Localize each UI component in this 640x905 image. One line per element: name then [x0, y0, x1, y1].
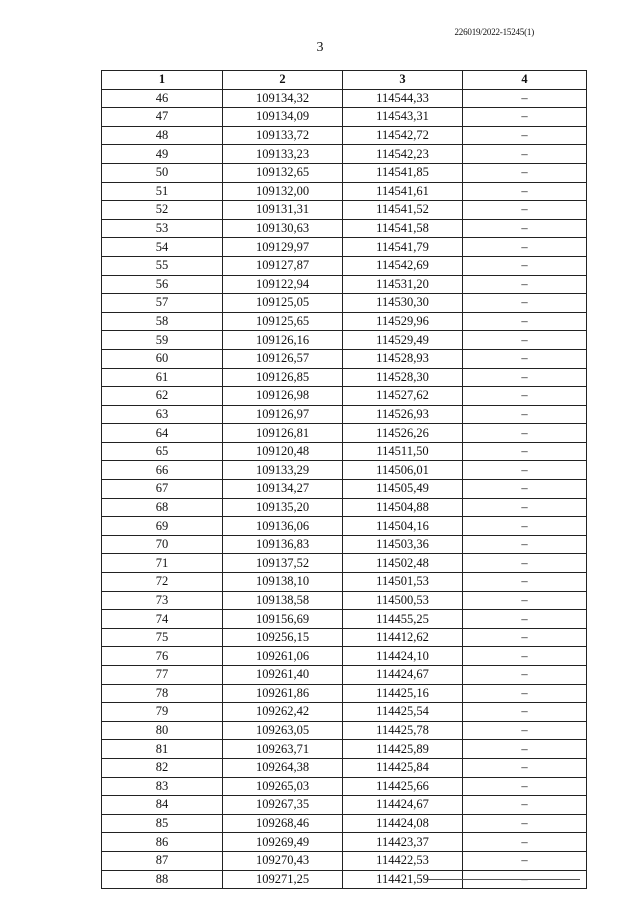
- point-number-cell: 84: [102, 796, 223, 815]
- table-row: [102, 387, 587, 406]
- table-row: [102, 405, 587, 424]
- point-number-cell: 65: [102, 442, 223, 461]
- table-row: [102, 851, 587, 870]
- x-coordinate-cell: 109134,09: [223, 108, 343, 127]
- table-row: [102, 275, 587, 294]
- x-coordinate-cell: 109262,42: [223, 703, 343, 722]
- y-coordinate-cell: 114544,33: [343, 89, 463, 108]
- table-row: [102, 219, 587, 238]
- table-row: [102, 684, 587, 703]
- note-cell: –: [463, 219, 587, 238]
- y-coordinate-cell: 114424,67: [343, 796, 463, 815]
- table-row: [102, 591, 587, 610]
- table-row: [102, 89, 587, 108]
- note-cell: –: [463, 554, 587, 573]
- point-number-cell: 78: [102, 684, 223, 703]
- table-row: [102, 108, 587, 127]
- table-row: [102, 796, 587, 815]
- point-number-cell: 53: [102, 219, 223, 238]
- point-number-cell: 87: [102, 851, 223, 870]
- table-row: [102, 703, 587, 722]
- x-coordinate-cell: 109265,03: [223, 777, 343, 796]
- point-number-cell: 46: [102, 89, 223, 108]
- note-cell: –: [463, 108, 587, 127]
- y-coordinate-cell: 114541,52: [343, 201, 463, 220]
- point-number-cell: 54: [102, 238, 223, 257]
- y-coordinate-cell: 114506,01: [343, 461, 463, 480]
- y-coordinate-cell: 114542,72: [343, 126, 463, 145]
- point-number-cell: 55: [102, 256, 223, 275]
- table-row: [102, 554, 587, 573]
- table-row: [102, 628, 587, 647]
- point-number-cell: 71: [102, 554, 223, 573]
- note-cell: –: [463, 349, 587, 368]
- note-cell: –: [463, 703, 587, 722]
- table-row: [102, 126, 587, 145]
- y-coordinate-cell: 114543,31: [343, 108, 463, 127]
- table-row: [102, 368, 587, 387]
- x-coordinate-cell: 109134,27: [223, 480, 343, 499]
- x-coordinate-cell: 109126,85: [223, 368, 343, 387]
- point-number-cell: 49: [102, 145, 223, 164]
- y-coordinate-cell: 114505,49: [343, 480, 463, 499]
- x-coordinate-cell: 109138,10: [223, 573, 343, 592]
- y-coordinate-cell: 114425,78: [343, 721, 463, 740]
- note-cell: –: [463, 89, 587, 108]
- table-row: [102, 721, 587, 740]
- y-coordinate-cell: 114503,36: [343, 535, 463, 554]
- x-coordinate-cell: 109263,05: [223, 721, 343, 740]
- y-coordinate-cell: 114425,16: [343, 684, 463, 703]
- x-coordinate-cell: 109125,65: [223, 312, 343, 331]
- table-row: [102, 256, 587, 275]
- note-cell: –: [463, 275, 587, 294]
- y-coordinate-cell: 114541,79: [343, 238, 463, 257]
- y-coordinate-cell: 114422,53: [343, 851, 463, 870]
- x-coordinate-cell: 109120,48: [223, 442, 343, 461]
- note-cell: –: [463, 331, 587, 350]
- document-id: 226019/2022-15245(1): [454, 27, 534, 37]
- note-cell: –: [463, 870, 587, 889]
- point-number-cell: 80: [102, 721, 223, 740]
- y-coordinate-cell: 114421,59: [343, 870, 463, 889]
- point-number-cell: 67: [102, 480, 223, 499]
- note-cell: –: [463, 721, 587, 740]
- x-coordinate-cell: 109126,57: [223, 349, 343, 368]
- note-cell: –: [463, 405, 587, 424]
- x-coordinate-cell: 109130,63: [223, 219, 343, 238]
- note-cell: –: [463, 126, 587, 145]
- table-row: [102, 201, 587, 220]
- x-coordinate-cell: 109132,00: [223, 182, 343, 201]
- x-coordinate-cell: 109136,83: [223, 535, 343, 554]
- x-coordinate-cell: 109133,23: [223, 145, 343, 164]
- x-coordinate-cell: 109133,72: [223, 126, 343, 145]
- table-row: [102, 145, 587, 164]
- point-number-cell: 56: [102, 275, 223, 294]
- point-number-cell: 88: [102, 870, 223, 889]
- y-coordinate-cell: 114526,26: [343, 424, 463, 443]
- point-number-cell: 64: [102, 424, 223, 443]
- x-coordinate-cell: 109269,49: [223, 833, 343, 852]
- x-coordinate-cell: 109126,97: [223, 405, 343, 424]
- y-coordinate-cell: 114526,93: [343, 405, 463, 424]
- point-number-cell: 73: [102, 591, 223, 610]
- point-number-cell: 69: [102, 517, 223, 536]
- note-cell: –: [463, 628, 587, 647]
- y-coordinate-cell: 114542,23: [343, 145, 463, 164]
- y-coordinate-cell: 114455,25: [343, 610, 463, 629]
- note-cell: –: [463, 498, 587, 517]
- table-row: [102, 535, 587, 554]
- table-row: [102, 312, 587, 331]
- point-number-cell: 47: [102, 108, 223, 127]
- point-number-cell: 82: [102, 758, 223, 777]
- note-cell: –: [463, 535, 587, 554]
- x-coordinate-cell: 109256,15: [223, 628, 343, 647]
- x-coordinate-cell: 109126,16: [223, 331, 343, 350]
- point-number-cell: 77: [102, 666, 223, 685]
- note-cell: –: [463, 591, 587, 610]
- point-number-cell: 79: [102, 703, 223, 722]
- x-coordinate-cell: 109261,86: [223, 684, 343, 703]
- point-number-cell: 70: [102, 535, 223, 554]
- x-coordinate-cell: 109126,98: [223, 387, 343, 406]
- note-cell: –: [463, 442, 587, 461]
- point-number-cell: 62: [102, 387, 223, 406]
- page-number: 3: [316, 40, 324, 55]
- table-row: [102, 349, 587, 368]
- point-number-cell: 58: [102, 312, 223, 331]
- y-coordinate-cell: 114500,53: [343, 591, 463, 610]
- x-coordinate-cell: 109134,32: [223, 89, 343, 108]
- point-number-cell: 68: [102, 498, 223, 517]
- note-cell: –: [463, 312, 587, 331]
- note-cell: –: [463, 163, 587, 182]
- y-coordinate-cell: 114529,49: [343, 331, 463, 350]
- note-cell: –: [463, 833, 587, 852]
- note-cell: –: [463, 238, 587, 257]
- note-cell: –: [463, 145, 587, 164]
- point-number-cell: 50: [102, 163, 223, 182]
- point-number-cell: 72: [102, 573, 223, 592]
- table-row: [102, 740, 587, 759]
- y-coordinate-cell: 114529,96: [343, 312, 463, 331]
- table-row: [102, 238, 587, 257]
- footer-divider: [425, 879, 580, 880]
- table-body: [102, 89, 587, 889]
- point-number-cell: 83: [102, 777, 223, 796]
- column-header: 1: [102, 71, 223, 90]
- note-cell: –: [463, 740, 587, 759]
- table-row: [102, 331, 587, 350]
- x-coordinate-cell: 109136,06: [223, 517, 343, 536]
- table-row: [102, 480, 587, 499]
- table-row: [102, 833, 587, 852]
- note-cell: –: [463, 684, 587, 703]
- note-cell: –: [463, 796, 587, 815]
- point-number-cell: 59: [102, 331, 223, 350]
- x-coordinate-cell: 109267,35: [223, 796, 343, 815]
- note-cell: –: [463, 610, 587, 629]
- y-coordinate-cell: 114424,08: [343, 814, 463, 833]
- table-row: [102, 424, 587, 443]
- y-coordinate-cell: 114511,50: [343, 442, 463, 461]
- table-row: [102, 517, 587, 536]
- point-number-cell: 74: [102, 610, 223, 629]
- x-coordinate-cell: 109122,94: [223, 275, 343, 294]
- y-coordinate-cell: 114530,30: [343, 294, 463, 313]
- table-row: [102, 163, 587, 182]
- x-coordinate-cell: 109131,31: [223, 201, 343, 220]
- x-coordinate-cell: 109268,46: [223, 814, 343, 833]
- note-cell: –: [463, 758, 587, 777]
- x-coordinate-cell: 109126,81: [223, 424, 343, 443]
- x-coordinate-cell: 109261,06: [223, 647, 343, 666]
- note-cell: –: [463, 294, 587, 313]
- note-cell: –: [463, 777, 587, 796]
- y-coordinate-cell: 114424,67: [343, 666, 463, 685]
- note-cell: –: [463, 182, 587, 201]
- table-row: [102, 182, 587, 201]
- note-cell: –: [463, 517, 587, 536]
- note-cell: –: [463, 480, 587, 499]
- point-number-cell: 57: [102, 294, 223, 313]
- point-number-cell: 76: [102, 647, 223, 666]
- x-coordinate-cell: 109270,43: [223, 851, 343, 870]
- table-row: [102, 294, 587, 313]
- table-row: [102, 814, 587, 833]
- y-coordinate-cell: 114541,61: [343, 182, 463, 201]
- table-header-row: [102, 71, 587, 90]
- y-coordinate-cell: 114528,93: [343, 349, 463, 368]
- table-row: [102, 647, 587, 666]
- note-cell: –: [463, 573, 587, 592]
- x-coordinate-cell: 109127,87: [223, 256, 343, 275]
- x-coordinate-cell: 109133,29: [223, 461, 343, 480]
- point-number-cell: 75: [102, 628, 223, 647]
- table-row: [102, 442, 587, 461]
- point-number-cell: 85: [102, 814, 223, 833]
- note-cell: –: [463, 851, 587, 870]
- x-coordinate-cell: 109156,69: [223, 610, 343, 629]
- note-cell: –: [463, 647, 587, 666]
- table-row: [102, 461, 587, 480]
- x-coordinate-cell: 109129,97: [223, 238, 343, 257]
- note-cell: –: [463, 424, 587, 443]
- point-number-cell: 52: [102, 201, 223, 220]
- y-coordinate-cell: 114425,84: [343, 758, 463, 777]
- column-header: 4: [463, 71, 587, 90]
- coordinates-table: [101, 70, 587, 889]
- y-coordinate-cell: 114531,20: [343, 275, 463, 294]
- point-number-cell: 81: [102, 740, 223, 759]
- x-coordinate-cell: 109125,05: [223, 294, 343, 313]
- x-coordinate-cell: 109264,38: [223, 758, 343, 777]
- point-number-cell: 86: [102, 833, 223, 852]
- y-coordinate-cell: 114541,58: [343, 219, 463, 238]
- y-coordinate-cell: 114424,10: [343, 647, 463, 666]
- table-row: [102, 498, 587, 517]
- note-cell: –: [463, 814, 587, 833]
- x-coordinate-cell: 109261,40: [223, 666, 343, 685]
- x-coordinate-cell: 109132,65: [223, 163, 343, 182]
- y-coordinate-cell: 114423,37: [343, 833, 463, 852]
- y-coordinate-cell: 114527,62: [343, 387, 463, 406]
- y-coordinate-cell: 114528,30: [343, 368, 463, 387]
- x-coordinate-cell: 109271,25: [223, 870, 343, 889]
- point-number-cell: 51: [102, 182, 223, 201]
- y-coordinate-cell: 114425,54: [343, 703, 463, 722]
- table-row: [102, 666, 587, 685]
- x-coordinate-cell: 109138,58: [223, 591, 343, 610]
- note-cell: –: [463, 368, 587, 387]
- column-header: 2: [223, 71, 343, 90]
- point-number-cell: 63: [102, 405, 223, 424]
- x-coordinate-cell: 109263,71: [223, 740, 343, 759]
- x-coordinate-cell: 109137,52: [223, 554, 343, 573]
- y-coordinate-cell: 114425,89: [343, 740, 463, 759]
- y-coordinate-cell: 114541,85: [343, 163, 463, 182]
- y-coordinate-cell: 114425,66: [343, 777, 463, 796]
- y-coordinate-cell: 114504,88: [343, 498, 463, 517]
- table-row: [102, 777, 587, 796]
- x-coordinate-cell: 109135,20: [223, 498, 343, 517]
- note-cell: –: [463, 201, 587, 220]
- y-coordinate-cell: 114542,69: [343, 256, 463, 275]
- note-cell: –: [463, 387, 587, 406]
- y-coordinate-cell: 114504,16: [343, 517, 463, 536]
- table-row: [102, 758, 587, 777]
- note-cell: –: [463, 256, 587, 275]
- table-row: [102, 573, 587, 592]
- note-cell: –: [463, 666, 587, 685]
- point-number-cell: 60: [102, 349, 223, 368]
- point-number-cell: 48: [102, 126, 223, 145]
- point-number-cell: 61: [102, 368, 223, 387]
- y-coordinate-cell: 114502,48: [343, 554, 463, 573]
- y-coordinate-cell: 114412,62: [343, 628, 463, 647]
- point-number-cell: 66: [102, 461, 223, 480]
- note-cell: –: [463, 461, 587, 480]
- column-header: 3: [343, 71, 463, 90]
- y-coordinate-cell: 114501,53: [343, 573, 463, 592]
- table-row: [102, 610, 587, 629]
